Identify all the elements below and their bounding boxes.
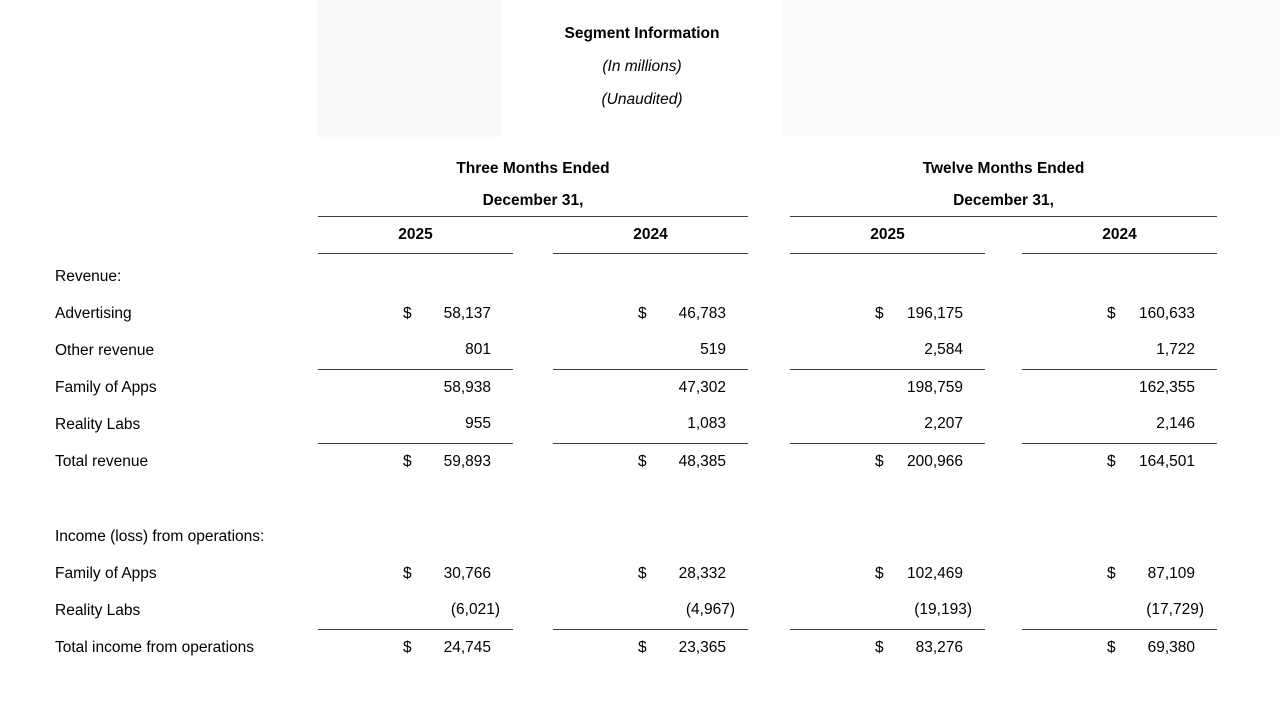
dollar-sign: $ (875, 304, 884, 322)
row-label: Reality Labs (55, 415, 141, 433)
cell-value: 1,722 (1022, 332, 1217, 369)
column-group-date: December 31, (790, 187, 1217, 216)
cell-value: 2,584 (790, 332, 985, 369)
cell-value: $ 160,633 (1107, 304, 1195, 322)
dollar-sign: $ (1107, 564, 1116, 582)
dollar-sign: $ (403, 638, 412, 656)
cell-value: $ 23,365 (638, 638, 726, 656)
row-label: Advertising (55, 304, 132, 322)
row-label: Reality Labs (55, 601, 141, 619)
cell-value: $ 69,380 (1107, 638, 1195, 656)
segment-information-table (55, 150, 1217, 666)
cell-value: 519 (553, 332, 748, 369)
cell-value: $ 200,966 (875, 452, 963, 470)
column-group-date: December 31, (318, 187, 748, 216)
dollar-sign: $ (403, 564, 412, 582)
table-row-total-income (55, 629, 1217, 666)
table-row-reality-labs (55, 406, 1217, 443)
year-header-2025: 2025 (790, 216, 985, 253)
dollar-sign: $ (1107, 304, 1116, 322)
header-spacer (55, 150, 318, 187)
table-row-reality-labs-income (55, 592, 1217, 629)
dollar-sign: $ (638, 638, 647, 656)
column-group-three-months: Three Months Ended (456, 159, 610, 177)
dollar-sign: $ (638, 452, 647, 470)
cell-value: $ 196,175 (875, 304, 963, 322)
dollar-sign: $ (1107, 638, 1116, 656)
table-row-revenue-section (55, 258, 1217, 295)
dollar-sign: $ (1107, 452, 1116, 470)
dollar-sign: $ (403, 452, 412, 470)
table-row-total-revenue (55, 443, 1217, 480)
cell-value: 58,938 (443, 378, 491, 396)
cell-value: $ 83,276 (875, 638, 963, 656)
column-group-twelve-months: Twelve Months Ended (922, 159, 1085, 177)
table-row-other-revenue (55, 332, 1217, 369)
cell-value: 162,355 (1138, 378, 1195, 396)
cell-value: $ 30,766 (403, 564, 491, 582)
cell-value: 955 (318, 406, 513, 443)
table-row-income-section (55, 518, 1217, 555)
dollar-sign: $ (403, 304, 412, 322)
page-title: Segment Information (564, 25, 720, 42)
table-row-family-of-apps-income (55, 555, 1217, 592)
dollar-sign: $ (875, 564, 884, 582)
cell-value: $ 102,469 (875, 564, 963, 582)
subtitle-in-millions: (In millions) (602, 58, 682, 75)
row-label: Other revenue (55, 341, 155, 359)
cell-value: $ 59,893 (403, 452, 491, 470)
cell-value: $ 28,332 (638, 564, 726, 582)
year-header-2024: 2024 (1022, 216, 1217, 253)
row-label: Total income from operations (55, 638, 255, 656)
cell-value: 198,759 (906, 378, 963, 396)
cell-value: $ 164,501 (1107, 452, 1195, 470)
cell-value: (6,021) (318, 592, 513, 629)
cell-value: 1,083 (553, 406, 748, 443)
table-row-family-of-apps (55, 369, 1217, 406)
cell-value: (4,967) (553, 592, 748, 629)
dollar-sign: $ (638, 564, 647, 582)
cell-value: $ 24,745 (403, 638, 491, 656)
row-label: Family of Apps (55, 378, 157, 396)
header-row-period (55, 150, 1217, 187)
row-label: Revenue: (55, 267, 122, 285)
title-block (0, 17, 1280, 116)
year-header-2025: 2025 (318, 216, 513, 253)
section-spacer (55, 480, 1217, 518)
row-label: Income (loss) from operations: (55, 527, 265, 545)
header-row-years (55, 216, 1217, 253)
dollar-sign: $ (638, 304, 647, 322)
subtitle-unaudited: (Unaudited) (601, 91, 683, 108)
cell-value: 801 (318, 332, 513, 369)
dollar-sign: $ (875, 638, 884, 656)
cell-value: 2,146 (1022, 406, 1217, 443)
cell-value: 47,302 (678, 378, 726, 396)
cell-value: 2,207 (790, 406, 985, 443)
cell-value: (17,729) (1022, 592, 1217, 629)
row-label: Total revenue (55, 452, 149, 470)
header-row-date (55, 187, 1217, 216)
table-row-advertising (55, 295, 1217, 332)
cell-value: (19,193) (790, 592, 985, 629)
row-label: Family of Apps (55, 564, 157, 582)
cell-value: $ 58,137 (403, 304, 491, 322)
year-header-2024: 2024 (553, 216, 748, 253)
cell-value: $ 87,109 (1107, 564, 1195, 582)
dollar-sign: $ (875, 452, 884, 470)
cell-value: $ 46,783 (638, 304, 726, 322)
cell-value: $ 48,385 (638, 452, 726, 470)
